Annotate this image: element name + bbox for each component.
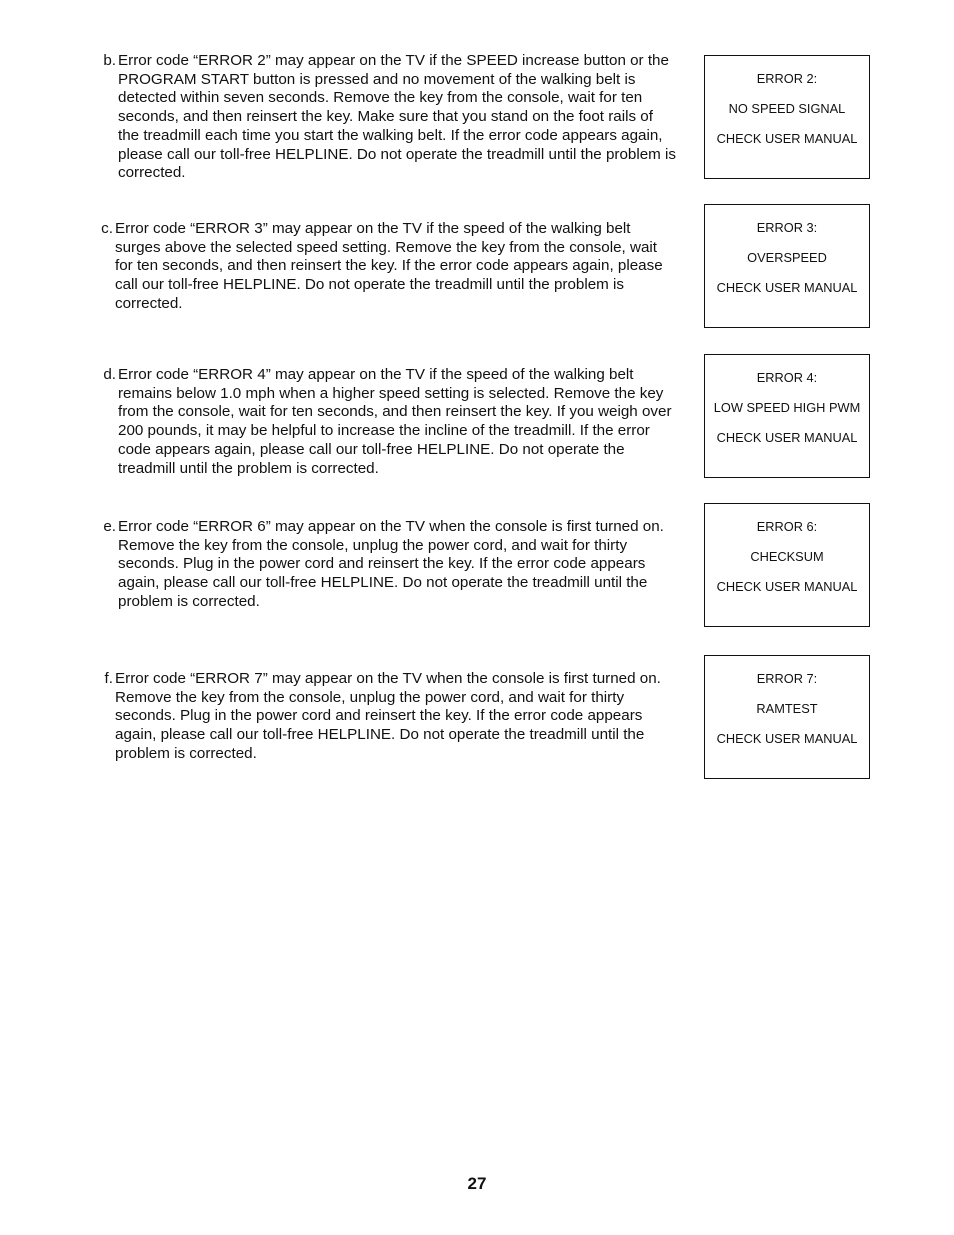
error-description: RAMTEST [756,701,818,716]
error-instruction: CHECK USER MANUAL [716,579,858,594]
error-code-label: ERROR 6: [756,519,818,534]
troubleshooting-item-c [98,220,678,314]
troubleshooting-item-d [98,366,678,478]
item-text: Error code “ERROR 3” may appear on the TV if the speed of the walking belt surges above the selected speed setting. Remove the key from the console, wait for ten seconds, and then reinsert the key. If the error code appears again, please call our toll-free HELPLINE. Do not operate the treadmill until the problem is corrected. [115,220,663,312]
error-code-label: ERROR 4: [756,370,818,385]
error-display-panel-7 [704,655,870,779]
error-description: OVERSPEED [747,250,827,265]
item-letter: c. [101,220,113,237]
item-letter: d. [103,366,116,383]
error-code-label: ERROR 7: [756,671,818,686]
item-text: Error code “ERROR 6” may appear on the TV when the console is first turned on. Remove the key from the console, unplug the power cord, and wait for thirty seconds. Plug in the power cord and reinsert the key. If the error code appears again, please call our toll-free HELPLINE. Do not operate the treadmill until the problem is corrected. [118,518,664,610]
error-instruction: CHECK USER MANUAL [716,430,858,445]
page-number: 27 [467,1174,487,1193]
item-letter: b. [103,52,116,69]
troubleshooting-item-f [98,670,678,764]
item-text: Error code “ERROR 2” may appear on the TV if the SPEED increase button or the PROGRAM START button is pressed and no movement of the walking belt is detected within seven seconds. Remove the key from the console, wait for ten seconds, and then reinsert the key. Make sure that you stand on the foot rails of the treadmill each time you start the walking belt. If the error code appears again, please call our toll-free HELPLINE. Do not operate the treadmill until the problem is corrected. [118,52,676,182]
troubleshooting-item-e [98,518,678,612]
error-display-panel-3 [704,204,870,328]
error-description: LOW SPEED HIGH PWM [713,400,861,415]
error-instruction: CHECK USER MANUAL [716,731,858,746]
error-display-panel-2 [704,55,870,179]
item-text: Error code “ERROR 4” may appear on the TV if the speed of the walking belt remains below 1.0 mph when a higher speed setting is selected. Remove the key from the console, wait for ten seconds, and then reinsert the key. If you weigh over 200 pounds, it may be helpful to increase the incline of the treadmill. If the error code appears again, please call our toll-free HELPLINE. Do not operate the treadmill until the problem is corrected. [118,366,672,477]
error-display-panel-6 [704,503,870,627]
item-letter: e. [103,518,116,535]
error-description: CHECKSUM [750,549,824,564]
item-letter: f. [104,670,113,687]
error-instruction: CHECK USER MANUAL [716,131,858,146]
item-text: Error code “ERROR 7” may appear on the TV when the console is first turned on. Remove the key from the console, unplug the power cord, and wait for thirty seconds. Plug in the power cord and reinsert the key. If the error code appears again, please call our toll-free HELPLINE. Do not operate the treadmill until the problem is corrected. [115,670,661,762]
error-code-label: ERROR 2: [756,71,818,86]
error-instruction: CHECK USER MANUAL [716,280,858,295]
error-description: NO SPEED SIGNAL [728,101,846,116]
error-code-label: ERROR 3: [756,220,818,235]
troubleshooting-item-b [98,52,678,183]
error-display-panel-4 [704,354,870,478]
